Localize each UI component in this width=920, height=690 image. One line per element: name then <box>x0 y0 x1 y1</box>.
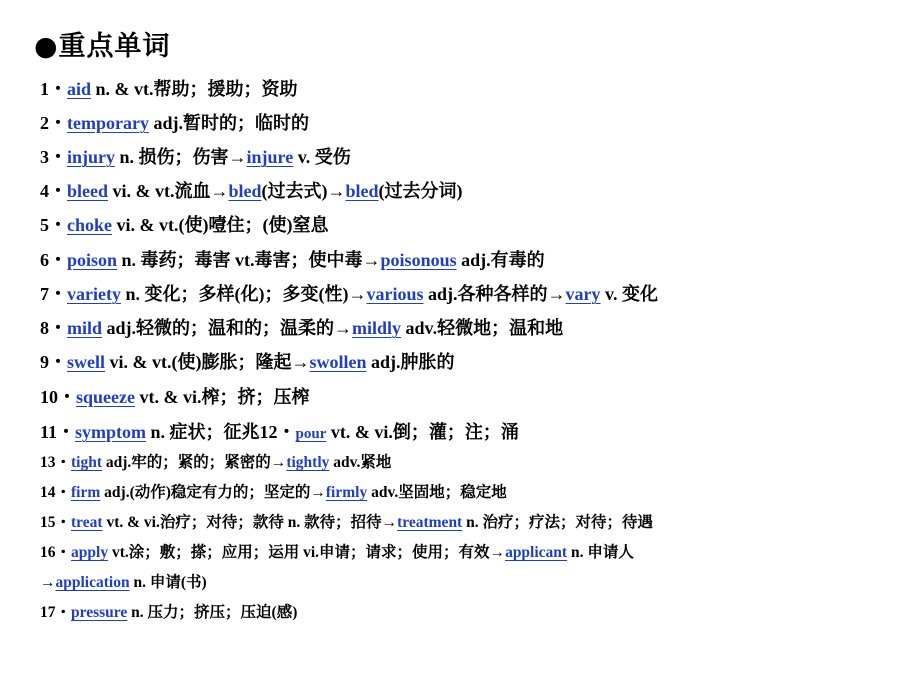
entry-text: 10・ <box>40 387 76 407</box>
vocab-word-link[interactable]: poison <box>67 250 118 270</box>
word-entry <box>40 485 507 501</box>
word-entry <box>40 148 351 166</box>
entry-text: adj.(动作)稳定有力的；坚定的→ <box>100 484 326 501</box>
word-entry <box>40 545 634 561</box>
word-entry <box>40 515 653 531</box>
vocab-word-link[interactable]: pressure <box>71 604 128 621</box>
word-entry <box>40 575 207 591</box>
vocab-word-link[interactable]: treatment <box>397 514 463 531</box>
vocab-word-link[interactable]: choke <box>67 215 112 235</box>
vocab-word-link[interactable]: poisonous <box>380 250 457 270</box>
entry-text: n. 申请(书) <box>129 574 207 591</box>
word-entry <box>40 388 309 406</box>
vocab-word-link[interactable]: tightly <box>286 454 330 471</box>
word-entry <box>40 455 391 471</box>
vocab-word-link[interactable]: tight <box>71 454 103 471</box>
vocab-word-link[interactable]: bled <box>228 181 262 201</box>
entry-text: n. 治疗；疗法；对待；待遇 <box>462 514 653 531</box>
entry-text: n. 毒药；毒害 vt.毒害；使中毒→ <box>117 250 381 270</box>
entry-text: 4・ <box>40 181 67 201</box>
entry-text: 5・ <box>40 215 67 235</box>
entry-text: adj.肿胀的 <box>366 352 455 372</box>
vocab-word-link[interactable]: pour <box>295 426 327 442</box>
entry-text: adj.各种各样的→ <box>423 284 566 304</box>
entry-text: 6・ <box>40 250 67 270</box>
entry-text: adj.牢的；紧的；紧密的→ <box>102 454 287 471</box>
entry-text: 1・ <box>40 79 67 99</box>
vocab-word-link[interactable]: squeeze <box>76 387 135 407</box>
vocab-word-link[interactable]: symptom <box>75 422 147 442</box>
vocab-word-link[interactable]: various <box>366 284 424 304</box>
entry-text: vt. & vi.榨；挤；压榨 <box>134 387 310 407</box>
word-entry <box>40 605 297 621</box>
entry-text: vt. & vi.倒；灌；注；涌 <box>326 422 519 442</box>
entry-text: 9・ <box>40 352 67 372</box>
vocab-word-link[interactable]: variety <box>67 284 121 304</box>
vocab-word-link[interactable]: firm <box>71 484 101 501</box>
vocab-word-link[interactable]: temporary <box>67 113 149 133</box>
vocab-word-link[interactable]: mild <box>67 318 103 338</box>
entry-text: 3・ <box>40 147 67 167</box>
entry-text: vt.涂；敷；搽；应用；运用 vi.申请；请求；使用；有效→ <box>108 544 506 561</box>
entry-text: 14・ <box>40 484 72 501</box>
vocab-word-link[interactable]: application <box>55 574 130 591</box>
word-entry <box>40 182 463 200</box>
vocab-word-link[interactable]: treat <box>71 514 103 531</box>
entry-text: 8・ <box>40 318 67 338</box>
entry-text: v. 变化 <box>600 284 659 304</box>
entry-text: n. 变化；多样(化)；多变(性)→ <box>120 284 367 304</box>
entry-text: n. 症状；征兆 <box>146 422 260 442</box>
vocab-word-link[interactable]: vary <box>565 284 601 304</box>
word-entry <box>40 80 298 98</box>
entry-text: 16・ <box>40 544 72 561</box>
word-entry <box>40 114 309 132</box>
entry-text: v. 受伤 <box>293 147 351 167</box>
vocab-word-link[interactable]: mildly <box>352 318 402 338</box>
vocab-word-link[interactable]: firmly <box>325 484 368 501</box>
word-entry <box>40 353 455 371</box>
vocab-word-link[interactable]: aid <box>67 79 92 99</box>
vocab-word-link[interactable]: swell <box>67 352 105 372</box>
word-entry <box>40 285 658 303</box>
word-entry <box>40 319 563 337</box>
vocab-word-link[interactable]: bleed <box>67 181 109 201</box>
entry-text: vi. & vt.(使)膨胀；隆起→ <box>105 352 310 372</box>
vocab-word-link[interactable]: swollen <box>309 352 367 372</box>
entry-text: adv.紧地 <box>329 454 392 471</box>
vocab-word-link[interactable]: applicant <box>505 544 568 561</box>
vocab-word-link[interactable]: bled <box>345 181 379 201</box>
vocab-word-link[interactable]: injury <box>67 147 116 167</box>
entry-text: adj.暂时的；临时的 <box>148 113 309 133</box>
word-entry <box>40 216 328 234</box>
entry-text: 12・ <box>259 422 296 442</box>
entry-text: (过去分词) <box>378 181 463 201</box>
entry-text: n. 压力；挤压；压迫(感) <box>127 604 298 621</box>
entry-text: vt. & vi.治疗；对待；款待 n. 款待；招待→ <box>102 514 398 531</box>
entry-text: n. 损伤；伤害→ <box>115 147 247 167</box>
word-entry <box>40 423 519 442</box>
entry-text: vi. & vt.流血→ <box>108 181 229 201</box>
entry-text: adv.坚固地；稳定地 <box>367 484 507 501</box>
entry-text: n. & vt.帮助；援助；资助 <box>91 79 298 99</box>
entry-text: 2・ <box>40 113 67 133</box>
vocab-word-link[interactable]: apply <box>71 544 109 561</box>
entry-text: (过去式)→ <box>261 181 346 201</box>
entry-text: 11・ <box>40 422 76 442</box>
entry-text: n. 申请人 <box>567 544 634 561</box>
word-entry <box>40 251 545 269</box>
entry-text: 13・ <box>40 454 72 471</box>
entry-text: vi. & vt.(使)噎住；(使)窒息 <box>112 215 329 235</box>
entry-text: 15・ <box>40 514 72 531</box>
entry-text: adv.轻微地；温和地 <box>401 318 564 338</box>
entry-text: 7・ <box>40 284 67 304</box>
vocab-word-link[interactable]: injure <box>246 147 294 167</box>
page-title: ●重点单词 <box>34 31 171 62</box>
entry-text: adj.有毒的 <box>456 250 545 270</box>
entry-text: 17・ <box>40 604 72 621</box>
entry-text: adj.轻微的；温和的；温柔的→ <box>102 318 353 338</box>
entry-text: → <box>40 574 56 591</box>
